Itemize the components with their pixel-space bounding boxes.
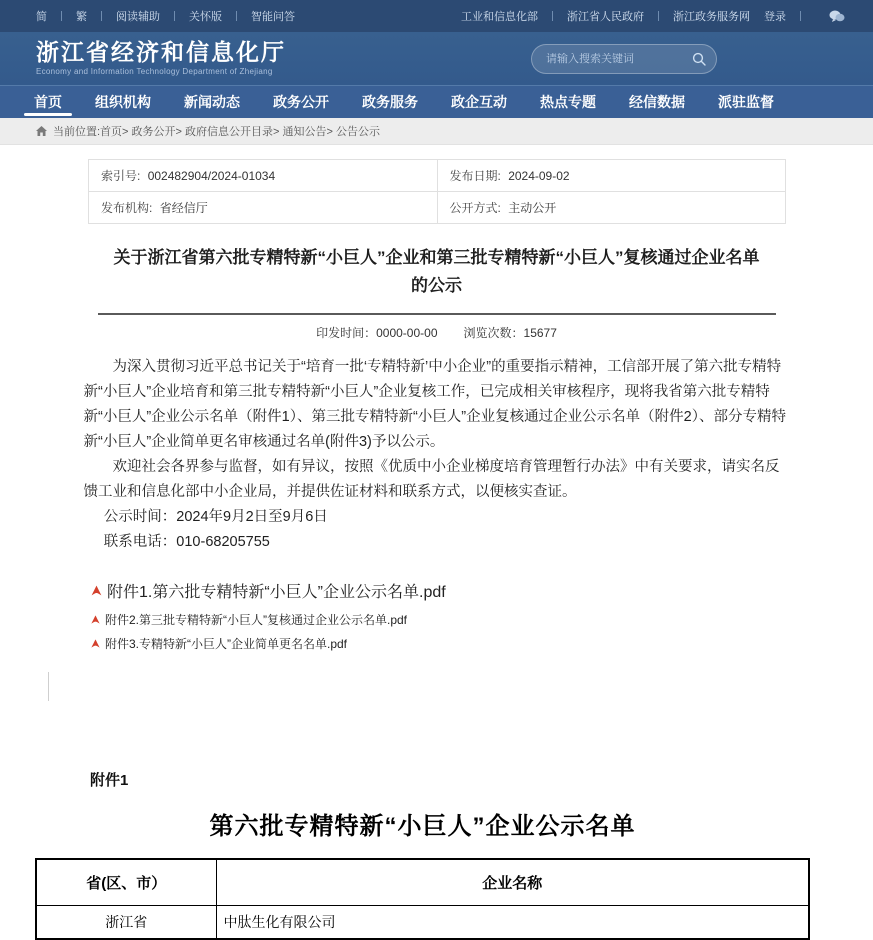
annex-label: 附件1 [90, 771, 129, 789]
paragraph: 为深入贯彻习近平总书记关于“培育一批‘专精特新’中小企业”的重要指示精神，工信部开展了第六批专精特新“小巨人”企业培育和第三批专精特新“小巨人”企业复核工作，已完成相关审核程序，现将我省第六批专精特新“小巨人”企业公示名单（附件1）、第三批专精特新“小巨人”企业复核通过企业公示名单（附件2）、部分专精特新“小巨人”企业简单更名审核通过名单(附件3)予以公示。 [83, 359, 786, 450]
document-meta-table [88, 159, 786, 224]
print-time-label: 印发时间： [316, 326, 377, 341]
nav-item-gov-service[interactable] [358, 86, 422, 118]
title-divider [98, 313, 776, 315]
meta-label: 发布机构: [101, 201, 153, 215]
meta-label: 发布日期: [449, 169, 501, 183]
site-title: 浙江省经济和信息化厅 [36, 38, 286, 65]
nav-item-label: 政务公开 [273, 94, 329, 110]
nav-item-label: 政务服务 [362, 94, 418, 110]
meta-label: 公开方式: [449, 201, 501, 215]
topbar-link-traditional[interactable]: 繁 [76, 11, 87, 23]
article-content [0, 159, 873, 940]
divider [101, 11, 102, 21]
message-bubble-icon[interactable] [829, 10, 845, 23]
meta-cell-date [437, 160, 786, 192]
main-nav [0, 85, 873, 118]
nav-item-label: 首页 [34, 94, 62, 110]
breadcrumb [0, 118, 873, 145]
topbar-link-zj-gov[interactable]: 浙江省人民政府 [567, 11, 644, 23]
meta-value: 省经信厅 [159, 201, 208, 215]
attachment-label: 附件3.专精特新“小巨人”企业简单更名名单.pdf [105, 636, 348, 651]
nav-item-label: 派驻监督 [718, 94, 774, 110]
views-label: 浏览次数： [463, 326, 524, 341]
nav-item-organization[interactable] [91, 86, 155, 118]
meta-cell-mode [437, 192, 786, 224]
scroll-artifact-line [48, 672, 49, 701]
divider [174, 11, 175, 21]
table-row [36, 906, 809, 939]
nav-item-label: 经信数据 [629, 94, 685, 110]
cell-company: 中肽生化有限公司 [216, 906, 809, 939]
publicity-time-line: 公示时间：2024年9月2日至9月6日 [103, 508, 328, 525]
meta-value: 002482904/2024-01034 [147, 169, 276, 183]
topbar-link-miit[interactable]: 工业和信息化部 [461, 11, 538, 23]
table-header-row [36, 859, 809, 906]
site-title-english: Economy and Information Technology Department of Zhejiang [36, 67, 273, 77]
views-count: 15677 [523, 326, 557, 341]
divider [552, 11, 553, 21]
attachment-label: 附件1.第六批专精特新“小巨人”企业公示名单.pdf [107, 583, 446, 601]
column-header-company: 企业名称 [216, 859, 809, 906]
divider [236, 11, 237, 21]
topbar [0, 0, 873, 32]
attachment-link-1[interactable] [90, 579, 873, 602]
nav-item-home[interactable] [30, 86, 66, 118]
pdf-icon [90, 614, 101, 625]
site-brand [36, 40, 286, 77]
breadcrumb-text[interactable]: 当前位置:首页> 政务公开> 政府信息公开目录> 通知公告> 公告公示 [53, 126, 380, 138]
nav-item-hot-topics[interactable] [536, 86, 600, 118]
meta-cell-org [89, 192, 438, 224]
topbar-right-links [461, 8, 845, 24]
topbar-link-smart-qa[interactable]: 智能问答 [251, 11, 295, 23]
paragraph: 欢迎社会各界参与监督，如有异议，按照《优质中小企业梯度培育管理暂行办法》中有关要求，请实名反馈工业和信息化部中小企业局，并提供佐证材料和联系方式，以便核实查证。 [83, 458, 780, 500]
meta-row [89, 192, 786, 224]
meta-value: 主动公开 [508, 201, 557, 215]
meta-row [89, 160, 786, 192]
nav-item-gov-info[interactable] [269, 86, 333, 118]
topbar-link-reading-aid[interactable]: 阅读辅助 [116, 11, 160, 23]
document-title: 关于浙江省第六批专精特新“小巨人”企业和第三批专精特新“小巨人”复核通过企业名单的公示 [113, 248, 760, 296]
column-header-province: 省(区、市） [36, 859, 216, 906]
nav-item-label: 组织机构 [95, 94, 151, 110]
attachment-link-3[interactable] [90, 635, 873, 652]
attachment-label: 附件2.第三批专精特新“小巨人”复核通过企业公示名单.pdf [105, 612, 408, 627]
topbar-link-simplified[interactable]: 简 [36, 11, 47, 23]
search-box [531, 44, 717, 74]
attachments-list [90, 579, 873, 652]
active-underline [24, 113, 72, 116]
meta-label: 索引号: [101, 169, 141, 183]
divider [658, 11, 659, 21]
nav-item-label: 热点专题 [540, 94, 596, 110]
divider [61, 11, 62, 21]
divider [800, 11, 801, 21]
search-input[interactable] [546, 53, 692, 65]
search-icon[interactable] [692, 52, 706, 66]
nav-item-data[interactable] [625, 86, 689, 118]
login-link[interactable]: 登录 [764, 11, 786, 23]
topbar-left-links [36, 8, 295, 24]
topbar-link-zj-service[interactable]: 浙江政务服务网 [673, 11, 750, 23]
nav-item-label: 新闻动态 [184, 94, 240, 110]
article-body [84, 355, 790, 555]
nav-item-supervision[interactable] [714, 86, 778, 118]
contact-phone-line: 联系电话：010-68205755 [103, 533, 270, 550]
nav-item-label: 政企互动 [451, 94, 507, 110]
nav-item-news[interactable] [180, 86, 244, 118]
home-icon [36, 126, 47, 136]
site-header [0, 32, 873, 85]
meta-value: 2024-09-02 [508, 169, 570, 183]
pdf-icon [90, 584, 103, 597]
print-info-line [0, 324, 873, 341]
attachment-link-2[interactable] [90, 611, 873, 628]
topbar-link-care-version[interactable]: 关怀版 [189, 11, 222, 23]
nav-item-interaction[interactable] [447, 86, 511, 118]
pdf-icon [90, 638, 101, 649]
print-time-value: 0000-00-00 [376, 326, 438, 341]
cell-province: 浙江省 [36, 906, 216, 939]
annex-title: 第六批专精特新“小巨人”企业公示名单 [209, 812, 636, 840]
company-list-table [35, 858, 810, 940]
meta-cell-index [89, 160, 438, 192]
